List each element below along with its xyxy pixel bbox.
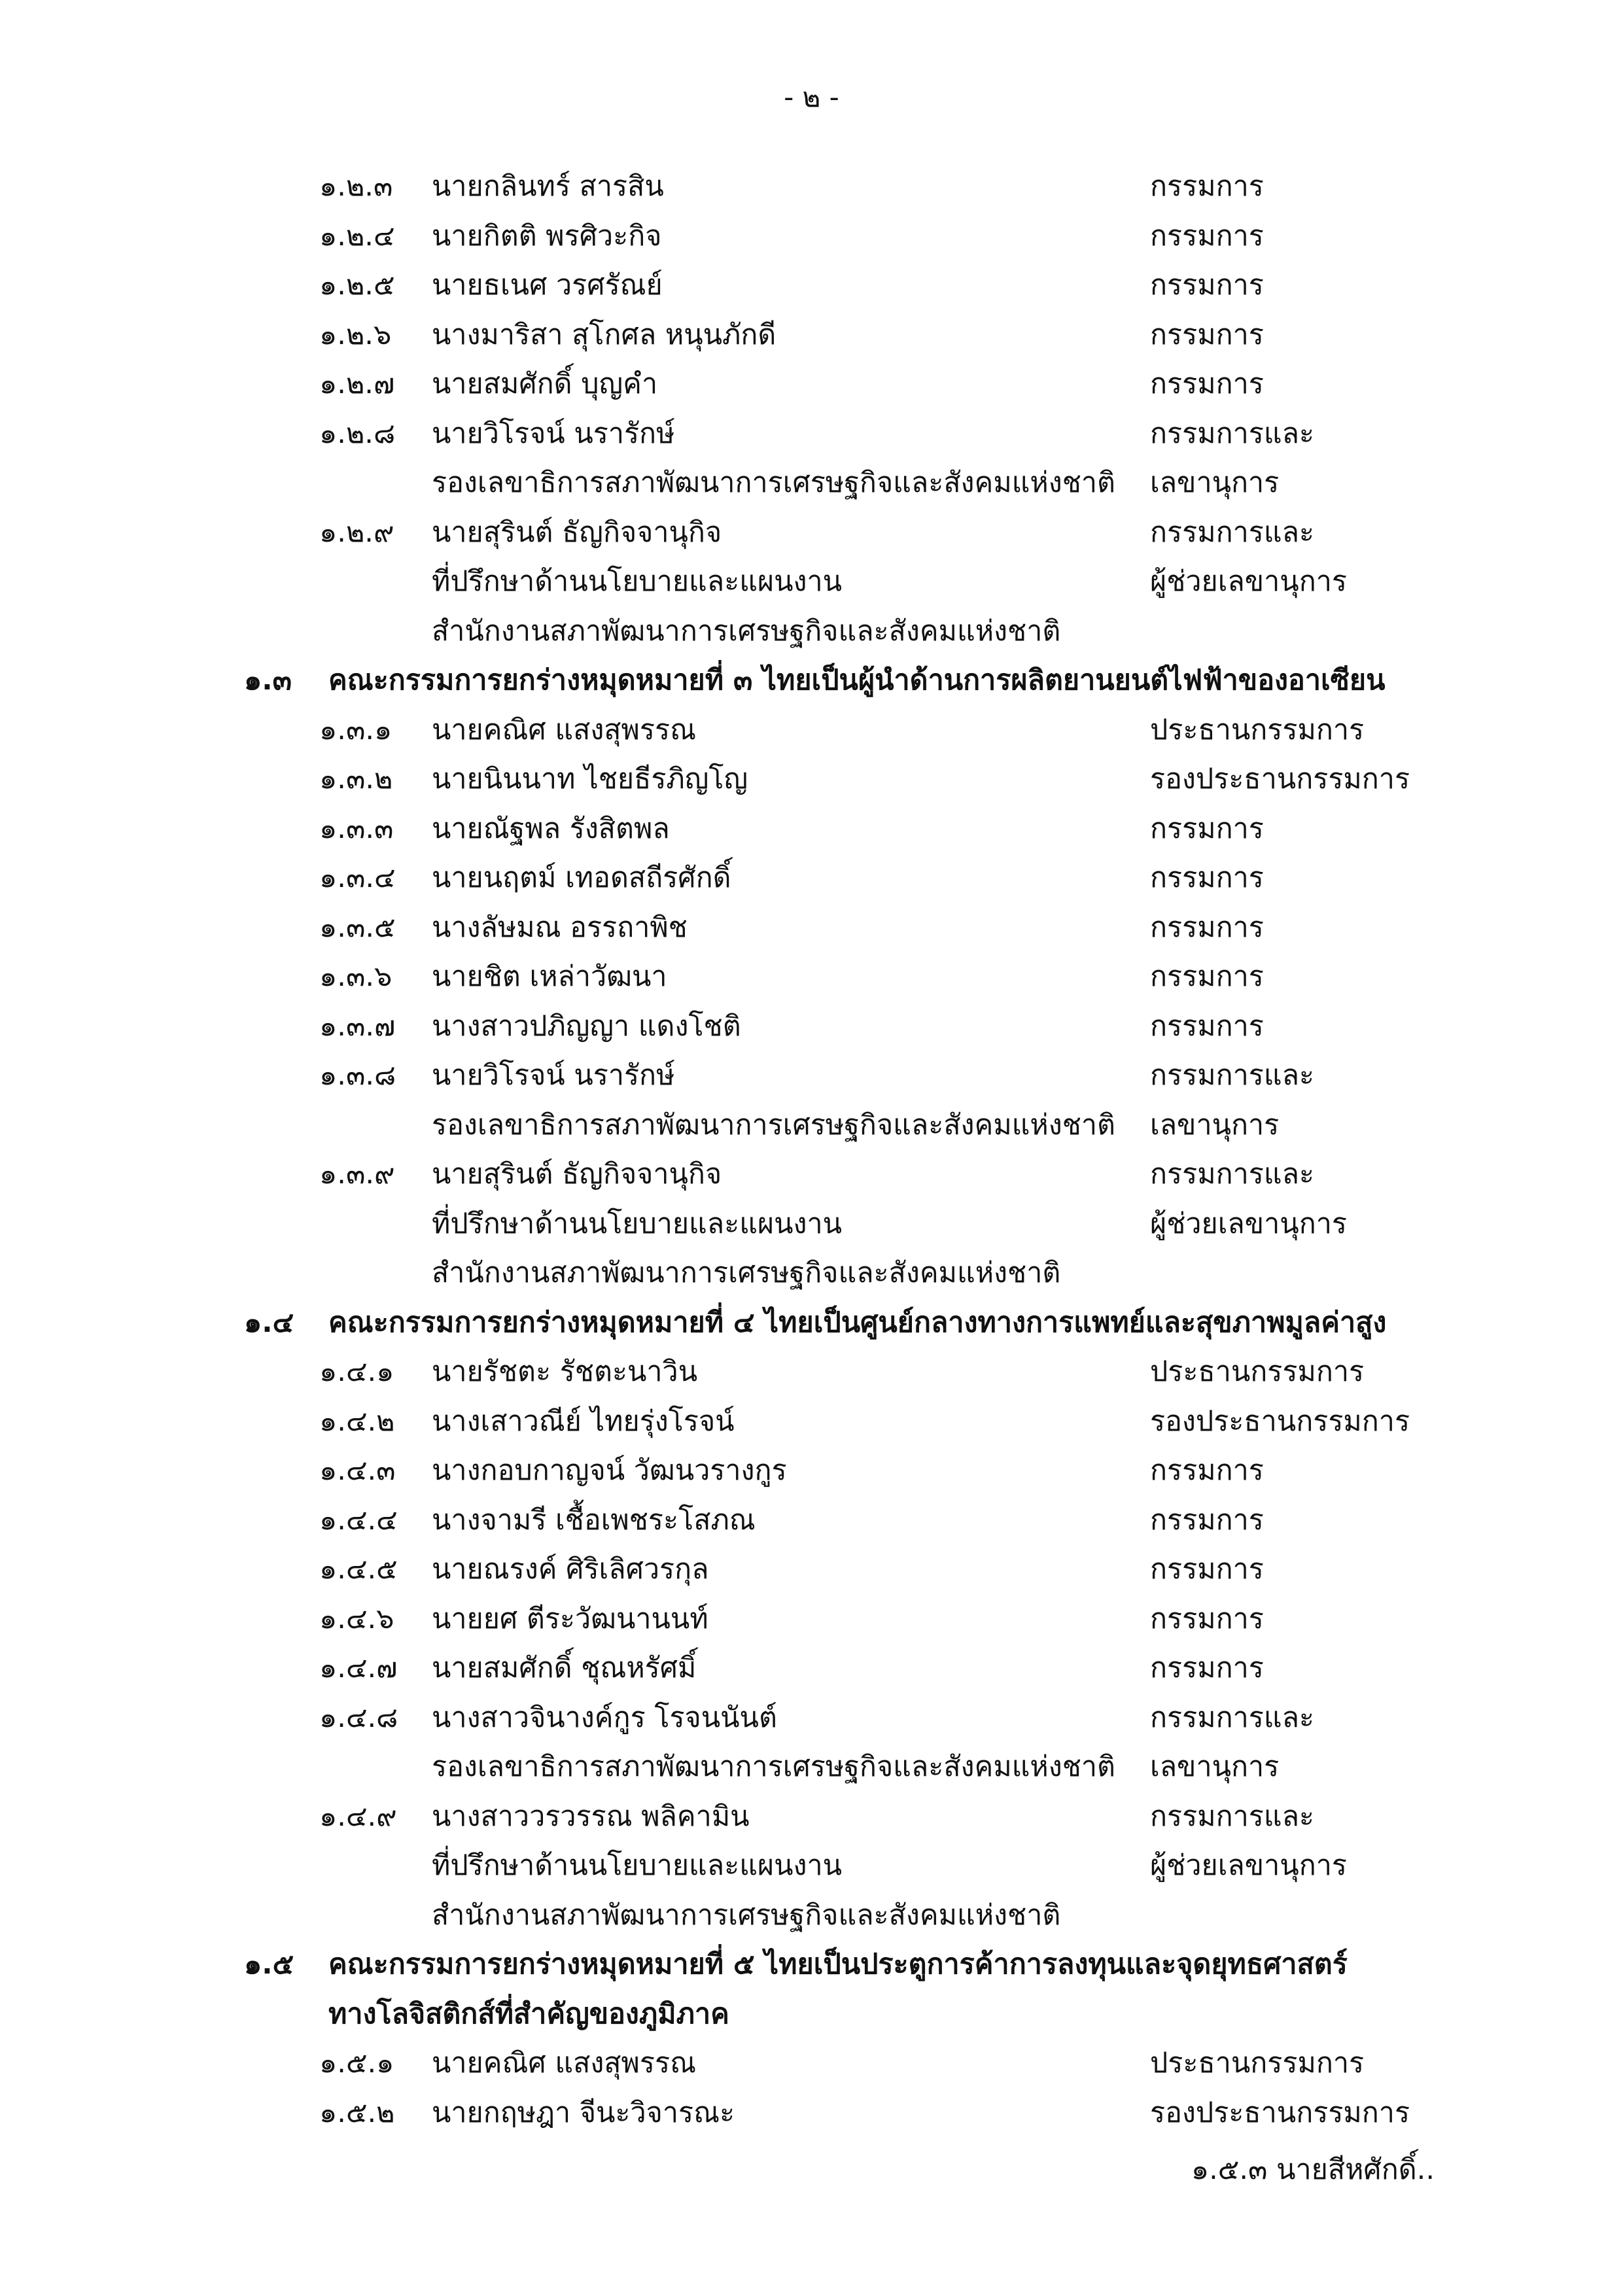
member-role: กรรมการ	[1150, 1503, 1264, 1537]
member-row	[0, 2042, 1623, 2091]
item-number: ๑.๔.๑	[319, 1355, 394, 1388]
member-role: เลขานุการ	[1150, 1750, 1280, 1783]
item-number: ๑.๓.๕	[319, 911, 396, 944]
member-role: กรรมการ	[1150, 1454, 1264, 1487]
section-title: คณะกรรมการยกร่างหมุดหมายที่ ๕ ไทยเป็นประตูการค้าการลงทุนและจุดยุทธศาสตร์	[328, 1948, 1348, 1981]
section-title: คณะกรรมการยกร่างหมุดหมายที่ ๔ ไทยเป็นศูนย์กลางทางการแพทย์และสุขภาพมูลค่าสูง	[328, 1306, 1387, 1339]
member-row	[0, 1005, 1623, 1054]
member-row	[0, 215, 1623, 264]
section-number: ๑.๓	[244, 664, 292, 697]
member-name: นายรัชตะ รัชตะนาวิน	[432, 1355, 698, 1388]
member-name: รองเลขาธิการสภาพัฒนาการเศรษฐกิจและสังคมแห่งชาติ	[432, 1750, 1115, 1783]
member-name: นายวิโรจน์ นรารักษ์	[432, 1059, 675, 1092]
member-role: รองประธานกรรมการ	[1150, 763, 1410, 795]
member-row	[0, 1696, 1623, 1746]
member-name: นางสาววรวรรณ พลิคามิน	[432, 1800, 750, 1833]
member-row	[0, 1251, 1623, 1301]
member-row	[0, 1894, 1623, 1943]
section-heading	[0, 659, 1623, 708]
member-row	[0, 1548, 1623, 1597]
member-row	[0, 1844, 1623, 1894]
member-name: นายกิตติ พรศิวะกิจ	[432, 219, 662, 252]
member-role: กรรมการและ	[1150, 515, 1315, 549]
member-role: กรรมการ	[1150, 219, 1264, 252]
member-role: กรรมการ	[1150, 170, 1264, 203]
item-number: ๑.๔.๘	[319, 1701, 398, 1734]
item-number: ๑.๓.๓	[319, 812, 394, 845]
member-role: ผู้ช่วยเลขานุการ	[1150, 565, 1347, 598]
item-number: ๑.๔.๕	[319, 1553, 398, 1586]
member-row	[0, 1449, 1623, 1499]
member-name: นายสุรินต์ ธัญกิจจานุกิจ	[432, 515, 722, 549]
member-name: นายณัฐพล รังสิตพล	[432, 812, 670, 845]
member-name: สำนักงานสภาพัฒนาการเศรษฐกิจและสังคมแห่งชาติ	[432, 1257, 1061, 1289]
member-row	[0, 1202, 1623, 1252]
item-number: ๑.๕.๒	[319, 2096, 395, 2129]
member-role: ประธานกรรมการ	[1150, 1355, 1365, 1388]
item-number: ๑.๓.๘	[319, 1059, 396, 1092]
member-row	[0, 708, 1623, 758]
member-row	[0, 1499, 1623, 1548]
member-row	[0, 1400, 1623, 1450]
member-name: สำนักงานสภาพัฒนาการเศรษฐกิจและสังคมแห่งชาติ	[432, 1898, 1061, 1932]
member-row	[0, 1646, 1623, 1696]
item-number: ๑.๒.๘	[319, 417, 396, 450]
item-number: ๑.๔.๙	[319, 1800, 397, 1833]
member-row	[0, 2091, 1623, 2141]
member-role: กรรมการและ	[1150, 417, 1315, 450]
member-name: นางสาวจินางค์กูร โรจนนันต์	[432, 1701, 777, 1734]
section-title-continued: ทางโลจิสติกส์ที่สำคัญของภูมิภาค	[328, 1997, 729, 2030]
member-row	[0, 1054, 1623, 1104]
member-row	[0, 264, 1623, 313]
section-heading-continued	[0, 1992, 1623, 2042]
member-name: รองเลขาธิการสภาพัฒนาการเศรษฐกิจและสังคมแห่งชาติ	[432, 466, 1115, 499]
item-number: ๑.๔.๒	[319, 1404, 395, 1438]
member-role: กรรมการ	[1150, 318, 1264, 351]
item-number: ๑.๒.๗	[319, 368, 395, 400]
item-number: ๑.๓.๙	[319, 1158, 395, 1191]
item-number: ๑.๔.๖	[319, 1602, 394, 1635]
member-role: เลขานุการ	[1150, 1108, 1280, 1141]
item-number: ๑.๒.๖	[319, 318, 392, 351]
item-number: ๑.๔.๓	[319, 1454, 396, 1487]
member-name: นางลัษมณ อรรถาพิช	[432, 911, 688, 944]
member-role: กรรมการ	[1150, 368, 1264, 400]
member-role: กรรมการและ	[1150, 1800, 1315, 1833]
member-name: นายนินนาท ไชยธีรภิญโญ	[432, 763, 748, 795]
member-role: กรรมการ	[1150, 1009, 1264, 1043]
member-name: นายกลินทร์ สารสิน	[432, 170, 664, 203]
member-role: กรรมการและ	[1150, 1701, 1315, 1734]
member-name: นายยศ ตีระวัฒนานนท์	[432, 1602, 708, 1635]
member-row	[0, 362, 1623, 412]
member-name: นายธเนศ วรศรัณย์	[432, 269, 663, 302]
member-role: กรรมการ	[1150, 960, 1264, 993]
member-role: กรรมการและ	[1150, 1059, 1315, 1092]
member-role: ผู้ช่วยเลขานุการ	[1150, 1207, 1347, 1240]
member-name: สำนักงานสภาพัฒนาการเศรษฐกิจและสังคมแห่งชาติ	[432, 614, 1061, 648]
section-title: คณะกรรมการยกร่างหมุดหมายที่ ๓ ไทยเป็นผู้นำด้านการผลิตยานยนต์ไฟฟ้าของอาเซียน	[328, 664, 1386, 697]
member-role: กรรมการ	[1150, 1553, 1264, 1586]
member-name: นายกฤษฎา จีนะวิจารณะ	[432, 2096, 735, 2129]
member-role: ประธานกรรมการ	[1150, 2047, 1365, 2079]
item-number: ๑.๓.๗	[319, 1009, 396, 1043]
member-row	[0, 610, 1623, 659]
member-role: กรรมการ	[1150, 911, 1264, 944]
member-name: ที่ปรึกษาด้านนโยบายและแผนงาน	[432, 1207, 843, 1240]
member-role: รองประธานกรรมการ	[1150, 2096, 1410, 2129]
member-name: นางกอบกาญจน์ วัฒนวรางกูร	[432, 1454, 787, 1487]
member-role: รองประธานกรรมการ	[1150, 1404, 1410, 1438]
member-name: นายคณิศ แสงสุพรรณ	[432, 713, 696, 746]
member-name: นายณรงค์ ศิริเลิศวรกุล	[432, 1553, 709, 1586]
member-role: กรรมการ	[1150, 812, 1264, 845]
member-role: กรรมการ	[1150, 1602, 1264, 1635]
member-role: เลขานุการ	[1150, 466, 1280, 499]
page-number: - ๒ -	[784, 81, 839, 113]
member-row	[0, 1795, 1623, 1845]
member-row	[0, 757, 1623, 807]
member-name: นางเสาวณีย์ ไทยรุ่งโรจน์	[432, 1404, 735, 1438]
member-row	[0, 807, 1623, 857]
member-name: นางมาริสา สุโกศล หนุนภักดี	[432, 318, 777, 351]
member-row	[0, 1350, 1623, 1400]
item-number: ๑.๔.๗	[319, 1652, 398, 1684]
member-row	[0, 1104, 1623, 1153]
item-number: ๑.๔.๔	[319, 1503, 398, 1537]
item-number: ๑.๓.๑	[319, 713, 393, 746]
member-row	[0, 1597, 1623, 1647]
member-row	[0, 313, 1623, 363]
member-name: นายสมศักดิ์ ชุณหรัศมิ์	[432, 1652, 697, 1684]
member-name: ที่ปรึกษาด้านนโยบายและแผนงาน	[432, 565, 843, 598]
continuation-text: ๑.๕.๓ นายสีหศักดิ์..	[1191, 2153, 1435, 2186]
item-number: ๑.๓.๖	[319, 960, 393, 993]
member-row	[0, 560, 1623, 610]
item-number: ๑.๒.๔	[319, 219, 395, 252]
member-row	[0, 856, 1623, 906]
member-row	[0, 165, 1623, 215]
member-name: นายคณิศ แสงสุพรรณ	[432, 2047, 696, 2079]
section-number: ๑.๕	[244, 1948, 294, 1981]
member-row	[0, 955, 1623, 1005]
section-heading	[0, 1943, 1623, 1992]
item-number: ๑.๓.๔	[319, 861, 396, 894]
item-number: ๑.๒.๕	[319, 269, 395, 302]
member-name: ที่ปรึกษาด้านนโยบายและแผนงาน	[432, 1849, 843, 1882]
member-role: กรรมการ	[1150, 269, 1264, 302]
member-name: นายนฤตม์ เทอดสถีรศักดิ์	[432, 861, 731, 894]
member-role: กรรมการ	[1150, 861, 1264, 894]
member-name: นายสมศักดิ์ บุญคำ	[432, 368, 658, 400]
member-name: นายสุรินต์ ธัญกิจจานุกิจ	[432, 1158, 722, 1191]
member-name: รองเลขาธิการสภาพัฒนาการเศรษฐกิจและสังคมแห่งชาติ	[432, 1108, 1115, 1141]
member-row	[0, 461, 1623, 511]
member-role: ประธานกรรมการ	[1150, 713, 1365, 746]
section-heading	[0, 1301, 1623, 1351]
member-name: นายชิต เหล่าวัฒนา	[432, 960, 667, 993]
member-role: ผู้ช่วยเลขานุการ	[1150, 1849, 1347, 1882]
item-number: ๑.๕.๑	[319, 2047, 394, 2079]
member-row	[0, 1745, 1623, 1795]
member-name: นางจามรี เชื้อเพชระโสภณ	[432, 1503, 756, 1537]
member-row	[0, 412, 1623, 462]
member-row	[0, 906, 1623, 956]
item-number: ๑.๓.๒	[319, 763, 393, 795]
member-name: นายวิโรจน์ นรารักษ์	[432, 417, 675, 450]
item-number: ๑.๒.๙	[319, 515, 394, 549]
member-role: กรรมการและ	[1150, 1158, 1315, 1191]
page-continuation	[0, 2148, 1623, 2198]
member-name: นางสาวปภิญญา แดงโชติ	[432, 1009, 741, 1043]
section-number: ๑.๔	[244, 1306, 294, 1339]
member-row	[0, 511, 1623, 561]
member-row	[0, 1153, 1623, 1202]
item-number: ๑.๒.๓	[319, 170, 393, 203]
member-role: กรรมการ	[1150, 1652, 1264, 1684]
